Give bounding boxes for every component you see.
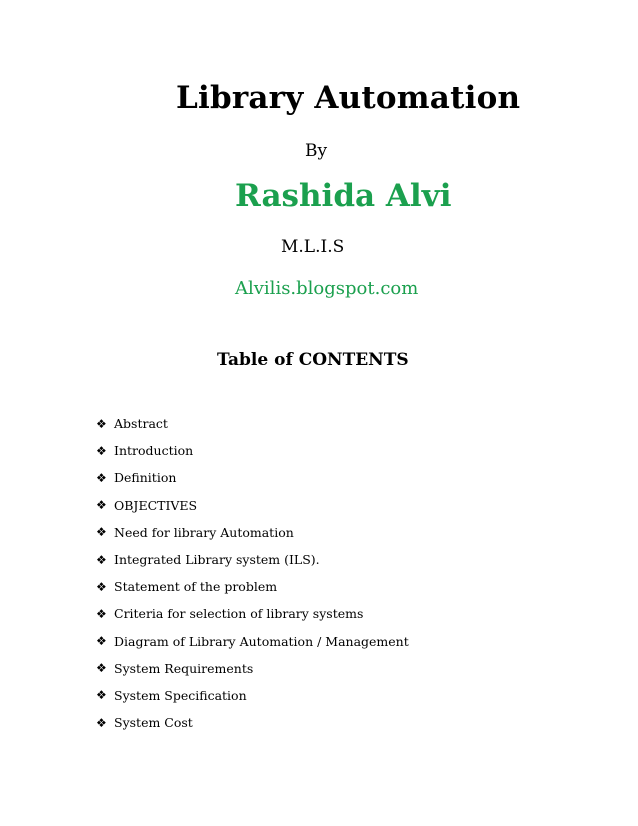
toc-item	[96, 655, 409, 682]
toc-item	[96, 600, 409, 627]
toc-item	[96, 709, 409, 736]
diamond-bullet-icon: ❖	[96, 688, 107, 703]
toc-item-label: System Cost	[114, 715, 193, 731]
toc-item	[96, 464, 409, 491]
toc-item-label: System Requirements	[114, 660, 254, 676]
diamond-bullet-icon: ❖	[96, 525, 107, 540]
toc-list	[96, 410, 409, 736]
author-name: Rashida Alvi	[235, 178, 452, 214]
by-line: By	[305, 141, 328, 161]
toc-item-label: Diagram of Library Automation / Management	[114, 633, 409, 649]
toc-item	[96, 682, 409, 709]
toc-item	[96, 410, 409, 437]
diamond-bullet-icon: ❖	[96, 498, 107, 513]
toc-item	[96, 628, 409, 655]
toc-item	[96, 492, 409, 519]
blog-url: Alvilis.blogspot.com	[235, 278, 419, 299]
toc-item-label: Abstract	[114, 416, 168, 432]
toc-item-label: Criteria for selection of library systems	[114, 606, 364, 622]
toc-item	[96, 437, 409, 464]
toc-item-label: Introduction	[114, 443, 194, 459]
toc-item	[96, 546, 409, 573]
toc-item-label: Definition	[114, 470, 177, 486]
diamond-bullet-icon: ❖	[96, 552, 107, 567]
toc-item-label: Integrated Library system (ILS).	[114, 552, 320, 568]
diamond-bullet-icon: ❖	[96, 634, 107, 649]
toc-item	[96, 519, 409, 546]
toc-heading: Table of CONTENTS	[217, 350, 409, 370]
author-degree: M.L.I.S	[281, 237, 345, 257]
toc-item	[96, 573, 409, 600]
diamond-bullet-icon: ❖	[96, 470, 107, 485]
diamond-bullet-icon: ❖	[96, 416, 107, 431]
diamond-bullet-icon: ❖	[96, 579, 107, 594]
diamond-bullet-icon: ❖	[96, 715, 107, 730]
diamond-bullet-icon: ❖	[96, 661, 107, 676]
toc-item-label: Need for library Automation	[114, 524, 294, 540]
document-title: Library Automation	[176, 80, 521, 116]
toc-item-label: Statement of the problem	[114, 579, 278, 595]
diamond-bullet-icon: ❖	[96, 606, 107, 621]
toc-item-label: System Specification	[114, 687, 247, 703]
diamond-bullet-icon: ❖	[96, 443, 107, 458]
toc-item-label: OBJECTIVES	[114, 497, 198, 513]
